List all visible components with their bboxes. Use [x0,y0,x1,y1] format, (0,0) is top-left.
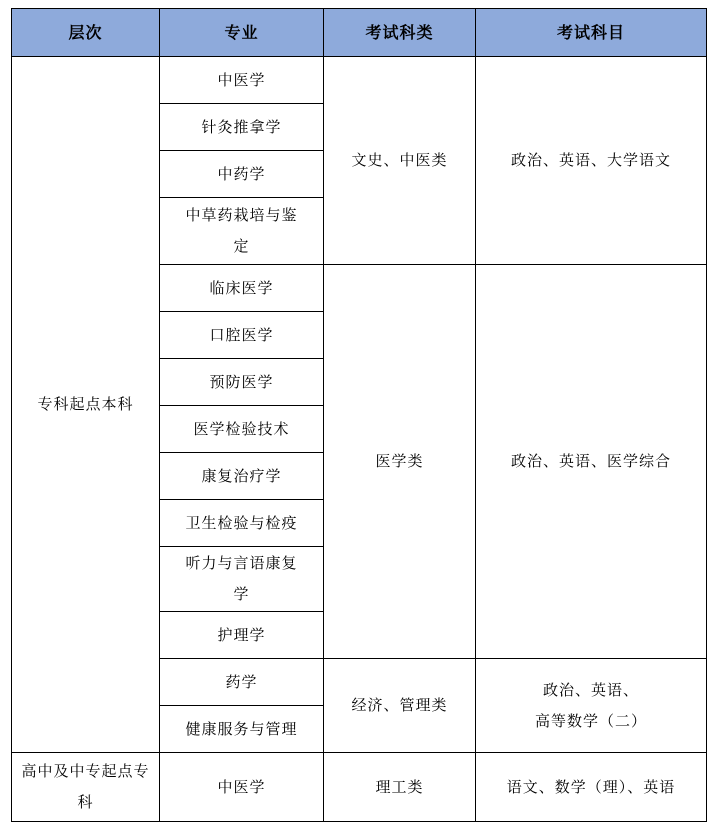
major-text: 听力与言语康复学 [185,554,298,603]
category-cell: 理工类 [324,753,476,822]
exam-subjects-table [11,8,707,822]
subjects-cell: 政治、英语、大学语文 [476,57,707,265]
subjects-cell: 语文、数学（理）、英语 [476,753,707,822]
major-text: 中草药栽培与鉴定 [185,206,298,255]
header-major: 专业 [160,9,324,57]
header-row [12,9,707,57]
major-cell: 中医学 [160,753,324,822]
major-cell: 健康服务与管理 [160,706,324,753]
category-cell: 文史、中医类 [324,57,476,265]
subjects-line: 高等数学（二） [534,711,647,730]
level-cell-upgrade: 专科起点本科 [12,57,160,753]
major-cell: 预防医学 [160,359,324,406]
level-text: 高中及中专起点专科 [21,762,150,811]
category-cell: 医学类 [324,265,476,659]
major-cell [160,198,324,265]
major-cell [160,547,324,612]
table-row [12,753,707,822]
subjects-cell [476,659,707,753]
major-cell: 卫生检验与检疫 [160,500,324,547]
major-cell: 中药学 [160,151,324,198]
major-cell: 临床医学 [160,265,324,312]
category-cell: 经济、管理类 [324,659,476,753]
subjects-cell: 政治、英语、医学综合 [476,265,707,659]
major-cell: 药学 [160,659,324,706]
level-cell-highschool [12,753,160,822]
subjects-line: 政治、英语、 [542,680,639,699]
header-level: 层次 [12,9,160,57]
major-cell: 护理学 [160,612,324,659]
header-category: 考试科类 [324,9,476,57]
header-subjects: 考试科目 [476,9,707,57]
major-cell: 医学检验技术 [160,406,324,453]
major-cell: 中医学 [160,57,324,104]
major-cell: 针灸推拿学 [160,104,324,151]
major-cell: 康复治疗学 [160,453,324,500]
table-row [12,57,707,104]
major-cell: 口腔医学 [160,312,324,359]
